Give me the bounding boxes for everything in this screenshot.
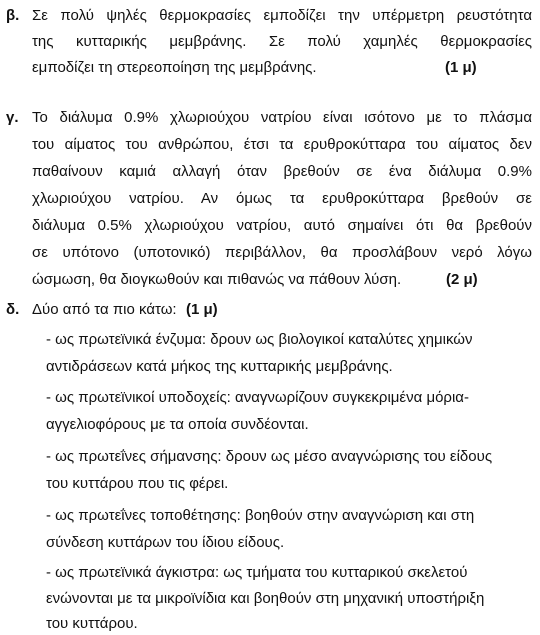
section-d-heading: Δύο από τα πιο κάτω: (32, 301, 177, 318)
list-item-5-line-3: του κυττάρου. (46, 615, 138, 632)
section-d-marker: δ. (6, 301, 20, 318)
section-c-line-3: παθαίνουν καμιά αλλαγή όταν βρεθούν σε ένα διάλυμα 0.9% (32, 163, 532, 180)
list-item-2-line-2: αγγελιοφόρους με τα οποία συνδέονται. (46, 416, 309, 433)
section-c-mark: (2 μ) (446, 271, 478, 288)
section-c-line-6: σε υπότονο (υποτονικό) περιβάλλον, θα προσλάβουν νερό λόγω (32, 244, 532, 261)
section-c-marker: γ. (6, 109, 19, 126)
list-item-1-line-2: αντιδράσεων κατά μήκος της κυτταρικής μεμβράνης. (46, 358, 393, 375)
section-b-marker: β. (6, 7, 20, 24)
section-c-line-7: ώσμωση, θα διογκωθούν και πιθανώς να πάθουν λύση. (32, 271, 402, 288)
list-item-5-line-1: - ως πρωτεϊνικά άγκιστρα: ως τμήματα του κυτταρικού σκελετού (46, 564, 468, 581)
section-b-mark: (1 μ) (445, 59, 477, 76)
section-b-line-1: Σε πολύ ψηλές θερμοκρασίες εμποδίζει την υπέρμετρη ρευστότητα (32, 7, 532, 24)
section-b-line-3: εμποδίζει τη στερεοποίηση της μεμβράνης. (32, 59, 317, 76)
section-c-line-5: διάλυμα 0.5% χλωριούχου νατρίου, αυτό σημαίνει ότι θα βρεθούν (32, 217, 532, 234)
section-b-line-2: της κυτταρικής μεμβράνης. Σε πολύ χαμηλές θερμοκρασίες (32, 33, 532, 50)
section-c-line-2: του αίματος του ανθρώπου, έτσι τα ερυθροκύτταρα του αίματος δεν (32, 136, 532, 153)
list-item-3-line-1: - ως πρωτεΐνες σήμανσης: δρουν ως μέσο αναγνώρισης του είδους (46, 448, 493, 465)
section-c-line-4: χλωριούχου νατρίου. Αν όμως τα ερυθροκύτταρα βρεθούν σε (32, 190, 532, 207)
list-item-4-line-2: σύνδεση κυττάρων του ίδιου είδους. (46, 534, 285, 551)
list-item-3-line-2: του κυττάρου που τις φέρει. (46, 475, 229, 492)
section-c-line-1: Το διάλυμα 0.9% χλωριούχου νατρίου είναι ισότονο με το πλάσμα (32, 109, 532, 126)
section-d-mark: (1 μ) (186, 301, 218, 318)
list-item-4-line-1: - ως πρωτεΐνες τοποθέτησης: βοηθούν στην αναγνώριση και στη (46, 507, 475, 524)
list-item-1-line-1: - ως πρωτεϊνικά ένζυμα: δρουν ως βιολογικοί καταλύτες χημικών (46, 331, 473, 348)
list-item-2-line-1: - ως πρωτεϊνικοί υποδοχείς: αναγνωρίζουν συγκεκριμένα μόρια- (46, 389, 469, 406)
list-item-5-line-2: ενώνονται με τα μικροϊνίδια και βοηθούν στη μηχανική υποστήριξη (46, 590, 485, 607)
